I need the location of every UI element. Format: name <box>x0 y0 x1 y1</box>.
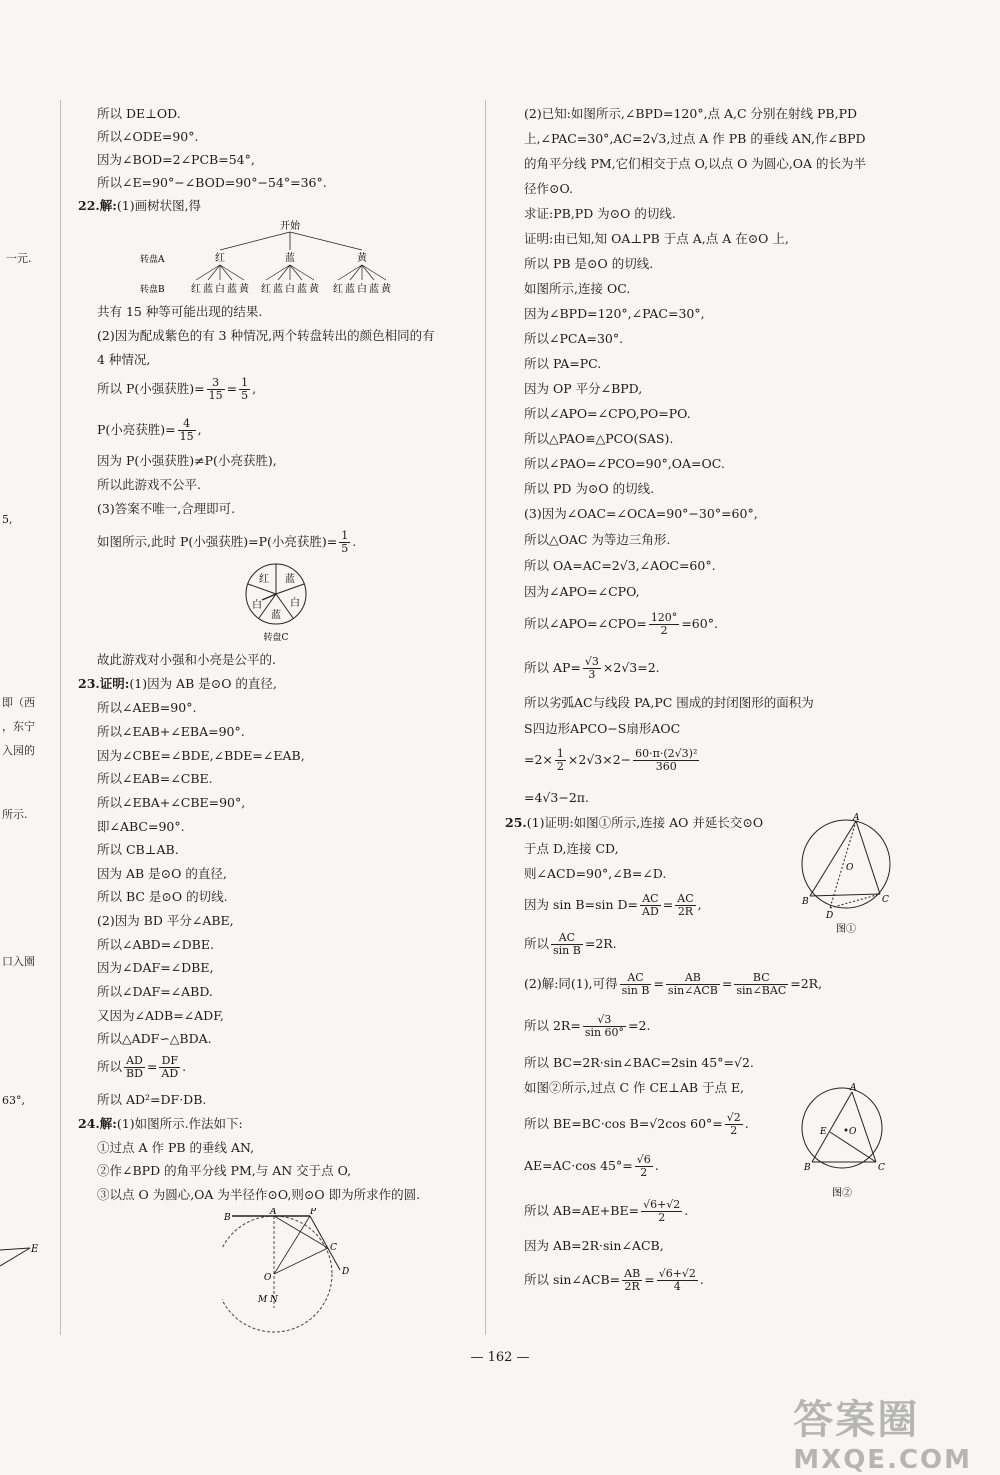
svg-text:图①: 图① <box>836 924 856 935</box>
svg-text:蓝: 蓝 <box>203 284 213 295</box>
formula-line: 所以∠APO=∠CPO= $\frac{120^\circ}{2}$ =60°. <box>524 611 718 638</box>
fraction: $\frac{AC}{\text{sin B}}$ <box>553 931 581 958</box>
text-line: 因为∠DAF=∠DBE, <box>97 960 214 975</box>
text-line: 所以劣弧AC与线段 PA,PC 围成的封闭图形的面积为 <box>524 695 814 710</box>
formula-line: AE=AC·cos 45°= $\frac{√6}{2}$ . <box>524 1153 659 1180</box>
text-line: 所以△OAC 为等边三角形. <box>524 532 671 547</box>
formula-line: P(小亮获胜)= $\frac{4}{15}$ , <box>97 417 202 444</box>
text-line: 所以 CB⊥AB. <box>97 842 179 857</box>
fraction: $\frac{1}{5}$ <box>341 529 349 556</box>
text-line: 共有 15 种等可能出现的结果. <box>97 304 263 319</box>
formula-line: 所以 2R= $\frac{√3}{\sin 60^\circ}$ =2. <box>524 1013 651 1040</box>
svg-text:红: 红 <box>261 284 271 295</box>
watermark-logo: 答案圈 <box>793 1397 920 1443</box>
fraction: $\frac{AB}{\text{sin∠ACB}}$ <box>667 971 718 998</box>
watermark-site: MXQE.COM <box>793 1445 972 1475</box>
fraction: $\frac{AC}{AD}$ <box>642 892 659 919</box>
page-number: — 162 — <box>470 1350 530 1365</box>
text-line: 所以∠ODE=90°. <box>97 129 199 144</box>
fraction: $\frac{4}{15}$ <box>179 417 194 444</box>
fraction: $\frac{DF}{AD}$ <box>161 1054 179 1081</box>
svg-text:蓝: 蓝 <box>227 284 237 295</box>
text-line: 因为∠CBE=∠BDE,∠BDE=∠EAB, <box>97 748 305 763</box>
text-line: 故此游戏对小强和小亮是公平的. <box>97 652 276 667</box>
text-line: 因为 AB 是⊙O 的直径, <box>97 866 227 881</box>
question-25 <box>505 817 763 830</box>
edge-figure-fragment <box>0 1240 45 1270</box>
text-line: 所以 DE⊥OD. <box>97 106 181 121</box>
formula-line: 所以 sin∠ACB= $\frac{AB}{2R}$ = $\frac{√6+√2}{4}$ . <box>524 1267 704 1294</box>
svg-text:B: B <box>804 1163 811 1173</box>
text-line: (3)因为∠OAC=∠OCA=90°−30°=60°, <box>524 506 758 521</box>
text-line: ②作∠BPD 的角平分线 PM,与 AN 交于点 O, <box>97 1163 352 1178</box>
text-line: 因为 AB=2R·sin∠ACB, <box>524 1238 664 1253</box>
text-line: 所以 PA=PC. <box>524 356 602 371</box>
edge-fragment: 63°, <box>2 1094 25 1107</box>
column-rule-middle <box>485 100 486 1335</box>
formula-line: 所以 AB=AE+BE= $\frac{√6+√2}{2}$ . <box>524 1198 689 1225</box>
formula-line: 所以 P(小强获胜)= $\frac{3}{15}$ = $\frac{1}{5}$ , <box>97 376 257 403</box>
text-line: ③以点 O 为圆心,OA 为半径作⊙O,则⊙O 即为所求作的圆. <box>97 1187 421 1202</box>
svg-text:红: 红 <box>333 284 343 295</box>
figure-1 <box>796 812 896 938</box>
svg-text:E: E <box>820 1127 827 1137</box>
tree-diagram <box>140 218 440 296</box>
text-line: 所以∠EBA+∠CBE=90°, <box>97 795 246 810</box>
text-line: (3)答案不唯一,合理即可. <box>97 501 236 516</box>
svg-text:N: N <box>270 1295 278 1305</box>
text-line: 即∠ABC=90°. <box>97 819 185 834</box>
edge-fragment: 5, <box>2 513 13 526</box>
fraction: $\frac{AB}{2R}$ <box>624 1267 641 1294</box>
text-line: 求证:PB,PD 为⊙O 的切线. <box>524 206 676 221</box>
watermark <box>793 1388 972 1475</box>
svg-text:蓝: 蓝 <box>285 574 295 585</box>
formula-line: (2)解:同(1),可得 $\frac{AC}{\text{sin B}}$ = $\frac{AB}{\text{sin∠ACB}}$ = $\frac{BC}{\text{sin∠BAC}}$ =2R, <box>524 971 823 998</box>
svg-text:P: P <box>310 1208 317 1217</box>
text-line: 所以 AD²=DF·DB. <box>97 1092 207 1107</box>
text-line: 所以此游戏不公平. <box>97 477 201 492</box>
fraction: $\frac{√3}{3}$ <box>584 655 599 682</box>
fraction: $\frac{1}{2}$ <box>556 747 564 774</box>
text-line: 如图所示,连接 OC. <box>524 281 631 296</box>
edge-fragment: 一元. <box>6 252 32 265</box>
text-line: (1)如图所示.作法如下: <box>116 1116 243 1131</box>
svg-text:白: 白 <box>290 598 300 609</box>
svg-text:D: D <box>342 1267 350 1277</box>
text-line: 则∠ACD=90°,∠B=∠D. <box>524 866 667 881</box>
fraction: $\frac{BC}{\text{sin∠BAC}}$ <box>736 971 787 998</box>
formula-line: 所以 $\frac{AC}{\text{sin B}}$ =2R. <box>524 931 617 958</box>
edge-fragment: 所示. <box>2 808 28 821</box>
text-line: 因为 OP 平分∠BPD, <box>524 381 643 396</box>
svg-text:B: B <box>224 1213 231 1223</box>
svg-text:O: O <box>849 1127 857 1137</box>
question-label: 22.解: <box>78 198 117 213</box>
text-line: 所以∠EAB+∠EBA=90°. <box>97 724 245 739</box>
text-line: 所以 OA=AC=2√3,∠AOC=60°. <box>524 558 716 573</box>
fraction: $\frac{\text{60·π·(2√3)²}}{360}$ <box>635 747 698 774</box>
svg-text:O: O <box>846 863 854 873</box>
svg-text:蓝: 蓝 <box>297 284 307 295</box>
svg-text:图②: 图② <box>832 1188 852 1199</box>
svg-text:黄: 黄 <box>309 284 319 295</box>
text-line: 所以 BC 是⊙O 的切线. <box>97 889 228 904</box>
text-line: (2)因为 BD 平分∠ABE, <box>97 913 234 928</box>
text-line: 又因为∠ADB=∠ADF, <box>97 1008 224 1023</box>
fraction: $\frac{√2}{2}$ <box>726 1111 741 1138</box>
text-line: 所以△PAO≌△PCO(SAS). <box>524 431 674 446</box>
text-line: 上,∠PAC=30°,AC=2√3,过点 A 作 PB 的垂线 AN,作∠BPD <box>524 131 866 146</box>
question-label: 24.解: <box>78 1116 117 1131</box>
text-line: S四边形APCO−S扇形AOC <box>524 721 681 736</box>
formula-line: 所以 BE=BC·cos B=√2cos 60°= $\frac{√2}{2}$ . <box>524 1111 749 1138</box>
text-line: 因为∠BPD=120°,∠PAC=30°, <box>524 306 705 321</box>
svg-text:红: 红 <box>215 253 225 264</box>
svg-text:M: M <box>258 1295 268 1305</box>
fraction: $\frac{√6+√2}{2}$ <box>643 1198 681 1225</box>
edge-fragment: 即（西 <box>2 696 35 709</box>
svg-text:开始: 开始 <box>280 221 300 232</box>
text-line: 所以 PD 为⊙O 的切线. <box>524 481 655 496</box>
formula-line: 因为 sin B=sin D= $\frac{AC}{AD}$ = $\frac{AC}{2R}$ , <box>524 892 702 919</box>
text-line: 的角平分线 PM,它们相交于点 O,以点 O 为圆心,OA 的长为半 <box>524 156 867 171</box>
edge-fragment: 入园的 <box>2 744 35 757</box>
fraction: $\frac{AD}{BD}$ <box>126 1054 143 1081</box>
construction-figure <box>222 1208 362 1338</box>
text-line: =4√3−2π. <box>524 790 589 805</box>
text-line: 所以∠AEB=90°. <box>97 700 197 715</box>
svg-text:A: A <box>853 813 860 823</box>
text-line: (1)证明:如图①所示,连接 AO 并延长交⊙O <box>526 815 764 830</box>
fraction: $\frac{√6+√2}{4}$ <box>658 1267 696 1294</box>
text-line: 因为∠BOD=2∠PCB=54°, <box>97 152 255 167</box>
fraction: $\frac{3}{15}$ <box>208 376 223 403</box>
text-line: 径作⊙O. <box>524 181 573 196</box>
text-line: 所以∠DAF=∠ABD. <box>97 984 213 999</box>
svg-text:红: 红 <box>191 284 201 295</box>
svg-text:白: 白 <box>357 284 367 295</box>
text-line: 所以∠EAB=∠CBE. <box>97 771 213 786</box>
svg-text:蓝: 蓝 <box>369 284 379 295</box>
formula-line: 如图所示,此时 P(小强获胜)=P(小亮获胜)= $\frac{1}{5}$ . <box>97 529 357 556</box>
svg-text:红: 红 <box>259 574 269 585</box>
fraction: $\frac{120^\circ}{2}$ <box>650 611 678 638</box>
svg-text:C: C <box>878 1163 885 1173</box>
figure-2 <box>796 1082 896 1202</box>
text-line: 所以 BC=2R·sin∠BAC=2sin 45°=√2. <box>524 1055 754 1070</box>
svg-text:白: 白 <box>215 284 225 295</box>
svg-text:蓝: 蓝 <box>285 253 295 264</box>
spinner-wheel <box>238 560 328 646</box>
formula-line: =2× $\frac{1}{2}$ ×2√3×2− $\frac{\text{60·π·(2√3)²}}{360}$ <box>524 747 698 774</box>
text-line: 于点 D,连接 CD, <box>524 841 619 856</box>
text-line: (2)因为配成紫色的有 3 种情况,两个转盘转出的颜色相同的有 <box>97 328 435 343</box>
text-line: (1)画树状图,得 <box>116 198 202 213</box>
fraction: $\frac{AC}{\text{sin B}}$ <box>621 971 650 998</box>
text-line: 4 种情况, <box>97 352 151 367</box>
edge-fragment: 口入園 <box>2 955 35 968</box>
svg-text:蓝: 蓝 <box>271 610 281 621</box>
question-label: 23.证明: <box>78 676 130 691</box>
text-line: 所以 PB 是⊙O 的切线. <box>524 256 654 271</box>
svg-text:C: C <box>330 1243 337 1253</box>
question-22 <box>78 200 201 213</box>
svg-text:O: O <box>264 1273 272 1283</box>
svg-text:转盘A: 转盘A <box>140 255 165 265</box>
formula-line: 所以 AP= $\frac{√3}{3}$ ×2√3=2. <box>524 655 660 682</box>
text-line: 所以∠APO=∠CPO,PO=PO. <box>524 406 691 421</box>
svg-text:黄: 黄 <box>239 284 249 295</box>
text-line: 所以∠PCA=30°. <box>524 331 624 346</box>
svg-text:C: C <box>882 895 889 905</box>
svg-text:白: 白 <box>285 284 295 295</box>
edge-fragment: ，东宁 <box>2 720 35 733</box>
text-line: (1)因为 AB 是⊙O 的直径, <box>129 676 277 691</box>
fraction: $\frac{√6}{2}$ <box>636 1153 651 1180</box>
text-line: 所以△ADF∽△BDA. <box>97 1031 212 1046</box>
svg-text:转盘B: 转盘B <box>140 285 165 295</box>
question-label: 25. <box>505 815 527 830</box>
svg-text:蓝: 蓝 <box>345 284 355 295</box>
question-24 <box>78 1118 243 1131</box>
svg-text:D: D <box>826 911 834 921</box>
fraction: $\frac{AC}{2R}$ <box>677 892 694 919</box>
text-line: ①过点 A 作 PB 的垂线 AN, <box>97 1140 255 1155</box>
svg-text:A: A <box>270 1208 277 1217</box>
svg-text:白: 白 <box>252 600 262 611</box>
svg-text:蓝: 蓝 <box>273 284 283 295</box>
column-rule-left <box>60 100 61 1335</box>
text-line: 因为 P(小强获胜)≠P(小亮获胜), <box>97 453 277 468</box>
text-line: 所以∠PAO=∠PCO=90°,OA=OC. <box>524 456 725 471</box>
svg-text:转盘C: 转盘C <box>263 633 289 643</box>
formula-line: 所以 $\frac{AD}{BD}$ = $\frac{DF}{AD}$ . <box>97 1054 187 1081</box>
text-line: 所以∠ABD=∠DBE. <box>97 937 214 952</box>
text-line: 所以∠E=90°−∠BOD=90°−54°=36°. <box>97 175 327 190</box>
text-line: (2)已知:如图所示,∠BPD=120°,点 A,C 分别在射线 PB,PD <box>524 106 858 121</box>
svg-text:黄: 黄 <box>357 253 367 264</box>
question-23 <box>78 678 277 691</box>
fraction: $\frac{1}{5}$ <box>241 376 249 403</box>
text-line: 证明:由已知,知 OA⊥PB 于点 A,点 A 在⊙O 上, <box>524 231 789 246</box>
fraction: $\frac{√3}{\sin 60^\circ}$ <box>584 1013 625 1040</box>
svg-text:A: A <box>850 1083 857 1093</box>
svg-text:E: E <box>31 1244 39 1255</box>
svg-text:B: B <box>802 897 809 907</box>
svg-text:黄: 黄 <box>381 284 391 295</box>
text-line: 如图②所示,过点 C 作 CE⊥AB 于点 E, <box>524 1080 745 1095</box>
text-line: 因为∠APO=∠CPO, <box>524 584 640 599</box>
